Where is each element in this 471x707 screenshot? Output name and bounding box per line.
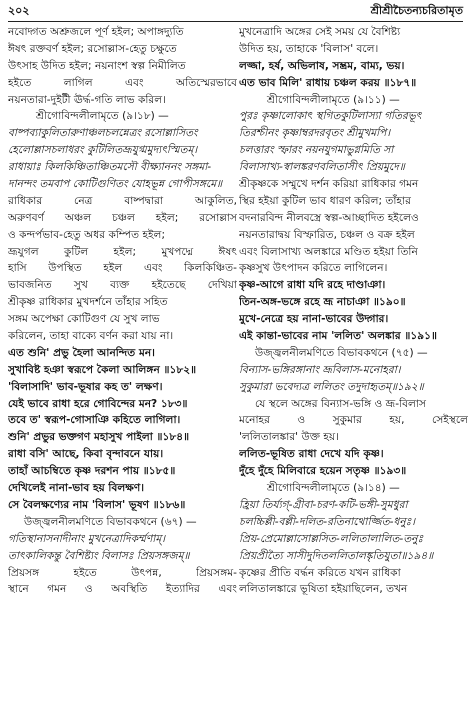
text-line: তবে ত' স্বরূপ-গোসাঞি কহিতে লাগিলা।: [8, 414, 181, 427]
text-line: চলত্তারং স্ফারং নয়নযুগমাভুগ্নমিতি সা: [239, 144, 394, 157]
text-line: উজ্জ্বলনীলমণিতে বিভাবকথনে (৬৭) —: [24, 515, 197, 528]
text-line: ভ্রূযুগল কুটিল হইল; মুখপদ্মে ঈষৎ: [8, 245, 237, 258]
text-line: তিরশ্চীনং কৃষ্ণাম্বরদরবৃতং শ্রীমুখমপি।: [239, 127, 391, 140]
text-line: হইতে লাগিল এবং অতিস্মেরভাবে: [8, 76, 237, 89]
text-line: গতিস্থানাসনাদীনাং মুখনেত্রাদিকর্ম্মণাম্।: [8, 532, 166, 545]
text-line: 'ললিতালঙ্কার' উক্ত হয়।: [239, 431, 339, 444]
text-line: এত শুনি' প্রভু হৈলা আনন্দিত মন।: [8, 346, 155, 359]
text-line: উজ্জ্বলনীলমণিতে বিভাবকথনে (৭৫) —: [255, 346, 428, 359]
text-line: বদনারবিন্দ নীলবস্ত্রে স্বল্প-আচ্ছাদিত হইলেও: [239, 211, 419, 224]
text-line: বিন্যাস-ভঙ্গিরঙ্গানাং ভ্রূবিলাস-মনোহরা।: [239, 363, 401, 376]
text-line: ললিত-ভূষিত রাধা দেখে যদি কৃষ্ণ।: [239, 448, 384, 461]
text-line: হাসি উপস্থিত হইল এবং কিলকিঞ্চিত-: [8, 262, 237, 275]
right-column: [239, 24, 468, 704]
text-line: পুরঃ কৃষ্ণালোকাৎ স্থগিতকুটিলাস্যা গতিরভূৎ: [239, 110, 422, 123]
text-line: দানন্দং তমবাপ কোটিগুণিতং যোহভূন্ন গোপীসঙ্গমে॥: [8, 178, 223, 191]
text-line: বিলাসাখ্য-স্বালঙ্করণবলিতাসীৎ প্রিয়মুদে॥: [239, 161, 405, 174]
text-line: শ্রীকৃষ্ণকে সম্মুখে দর্শন করিয়া রাধিকার গমন: [239, 178, 419, 191]
text-line: রাধায়াঃ কিলকিঞ্চিতাঞ্চিতমসৌ বীক্ষ্যাননং সঙ্গমা-: [8, 161, 212, 174]
text-line: চলচ্চিল্লী-বল্লী-দলিত-রতিনাথোর্জ্জিত-ধনুঃ।: [239, 515, 416, 528]
page-number: ২০২: [8, 3, 30, 17]
text-line: সঙ্গম অপেক্ষা কোটিগুণ যে সুখ লাভ: [8, 313, 160, 326]
text-line: স্থির হইয়া কুটিল ভাব ধারণ করিল; তাঁহার: [239, 194, 411, 207]
text-line: উদিত হয়, তাহাকে 'বিলাস' বলে।: [239, 42, 379, 55]
text-line: প্রিয়-প্রেমোল্লাসোল্লসিত-ললিতালালিত-তনুঃ: [239, 532, 424, 545]
text-line: রাধা বসি' আছে, কিবা বৃন্দাবনে যায়।: [8, 448, 164, 461]
text-line: ললিতালঙ্কারে ভূষিতা হইয়াছিলেন, তখন: [239, 583, 408, 596]
text-line: শ্রীগোবিন্দলীলামৃতে (৯।১৮) —: [36, 110, 169, 123]
text-line: নয়নতারা-দুইটী ঊর্দ্ধ-গতি লাভ করিল।: [8, 93, 166, 106]
text-line: বাষ্পব্যাকুলিতারুণাঞ্চলচলন্নেত্রং রসোল্লাসিতং: [8, 127, 198, 140]
text-line: লজ্জা, হর্ষ, অভিলাষ, সম্ভ্রম, বাম্য, ভয়।: [239, 59, 405, 72]
text-line: যে স্থলে অঙ্গের বিন্যাস-ভঙ্গি ও ভ্রূ-বিলাস: [255, 397, 427, 410]
text-line: 'বিলাসাদি' ভাব-ভূষার কহ ত' লক্ষণ।: [8, 380, 163, 393]
text-line: ও কন্দর্পভাব-হেতু অধর কম্পিত হইল;: [8, 228, 166, 241]
text-line: প্রিয়প্রীত্যৈ সাসীদুদিতললিতালঙ্কৃতিযুতা॥১৯৪॥: [239, 549, 434, 562]
text-line: তিন-অঙ্গ-ভঙ্গে রহে ভ্রূ নাচাঞা ॥১৯০॥: [239, 296, 406, 309]
text-line: শ্রীগোবিন্দলীলামৃতে (৯।১৪) —: [267, 482, 400, 495]
text-line: যেই ভাবে রাধা হরে গোবিন্দের মন? ১৮৩॥: [8, 397, 188, 410]
text-line: প্রিয়সঙ্গ হইতে উৎপন্ন, প্রিয়সঙ্গম-: [8, 566, 237, 579]
text-line: দুঁহে দুঁহে মিলিবারে হয়েন সতৃষ্ণ ॥১৯৩॥: [239, 465, 407, 478]
text-line: সুকুমারা ভবেদ্যত্র ললিতং তদুদাহৃতম্॥১৯২॥: [239, 380, 424, 393]
text-line: করিলেন, তাহা বাক্যে বর্ণন করা যায় না।: [8, 330, 174, 343]
running-title: শ্রীশ্রীচৈতন্যচরিতামৃত: [370, 3, 463, 17]
text-line: সে বৈলক্ষণ্যের নাম 'বিলাস' ভূষণ ॥১৮৬॥: [8, 498, 186, 511]
text-line: শুনি' প্রভুর ভক্তগণ মহাসুখ পাইলা ॥১৮৪॥: [8, 431, 190, 444]
text-line: শ্রীকৃষ্ণ রাধিকার মুখদর্শনে তাঁহার সহিত: [8, 296, 168, 309]
text-line: কৃষ্ণের প্রীতি বর্দ্ধন করিতে যখন রাধিকা: [239, 566, 401, 579]
text-line: মুখনেত্রাদি অঙ্গের সেই সময় যে বৈশিষ্ট্য: [239, 26, 401, 38]
text-line: এই কান্তা-ভাবের নাম 'ললিত' অলঙ্কার ॥১৯১॥: [239, 330, 437, 343]
text-line: শ্রীগোবিন্দলীলামৃতে (৯।১১) —: [267, 93, 400, 106]
text-line: ঈষৎ রক্তবর্ণ হইল; রসোল্লাস-হেতু চক্ষুতে: [8, 42, 177, 55]
text-line: উৎসাহ উদিত হইল; নয়নাংশ স্বল্প নিমীলিত: [8, 59, 186, 72]
text-line: স্থানে গমন ও অবস্থিতি ইত্যাদির এবং: [8, 583, 237, 596]
text-line: তাহাঁ আচম্বিতে কৃষ্ণ দরশন পায় ॥১৮৫॥: [8, 465, 176, 478]
text-line: সুখাবিষ্ট হঞা স্বরূপে কৈলা আলিঙ্গন ॥১৮২॥: [8, 363, 197, 376]
text-line: নবোদ্গত অশ্রুজলে পূর্ণ হইল; অপাঙ্গদ্যুতি: [8, 26, 184, 38]
text-line: কৃষ্ণসুখ উৎপাদন করিতে লাগিলেন।: [239, 262, 388, 275]
text-line: দেখিলেই নানা-ভাব হয় বিলক্ষণ।: [8, 482, 145, 495]
text-line: হ্রিয়া তির্য্যগ্-গ্রীবা-চরণ-কটি-ভঙ্গী-সুমধুরা: [239, 498, 408, 511]
left-column: [8, 24, 237, 704]
text-line: অরুণবর্ণ অঞ্চল চঞ্চল হইল; রসোল্লাস: [8, 211, 237, 224]
text-line: রাধিকার নেত্র বাষ্পদ্বারা আকুলিত,: [8, 194, 237, 207]
text-line: হেলোল্লাসচলাধরং কুটিলিতভ্রূযুগ্মমুদ্যৎস্মিতম্।: [8, 144, 198, 157]
page-header: [8, 2, 463, 20]
header-rule: [8, 21, 463, 22]
text-line: নয়নতারাদ্বয় বিস্ফারিত, চঞ্চল ও বক্র হইল: [239, 228, 415, 241]
text-line: মুখে-নেত্রে হয় নানা-ভাবের উদ্গার।: [239, 313, 389, 326]
text-line: এবং বিলাসাখ্য অলঙ্কারে মণ্ডিত হইয়া তিনি: [239, 245, 418, 258]
text-line: মনোহর ও সুকুমার হয়, সেইস্থলে: [239, 414, 468, 427]
text-line: ভাবজনিত সুখ ব্যক্ত হইতেছে দেখিয়া: [8, 279, 237, 292]
text-line: তাৎকালিকন্তু বৈশিষ্ট্যং বিলাসঃ প্রিয়সঙ্গজম্॥: [8, 549, 190, 562]
text-line: এত ভাব মিলি' রাধায় চঞ্চল করয় ॥১৮৭॥: [239, 76, 417, 89]
text-line: কৃষ্ণ-আগে রাধা যদি রহে দাণ্ডাঞা।: [239, 279, 386, 292]
